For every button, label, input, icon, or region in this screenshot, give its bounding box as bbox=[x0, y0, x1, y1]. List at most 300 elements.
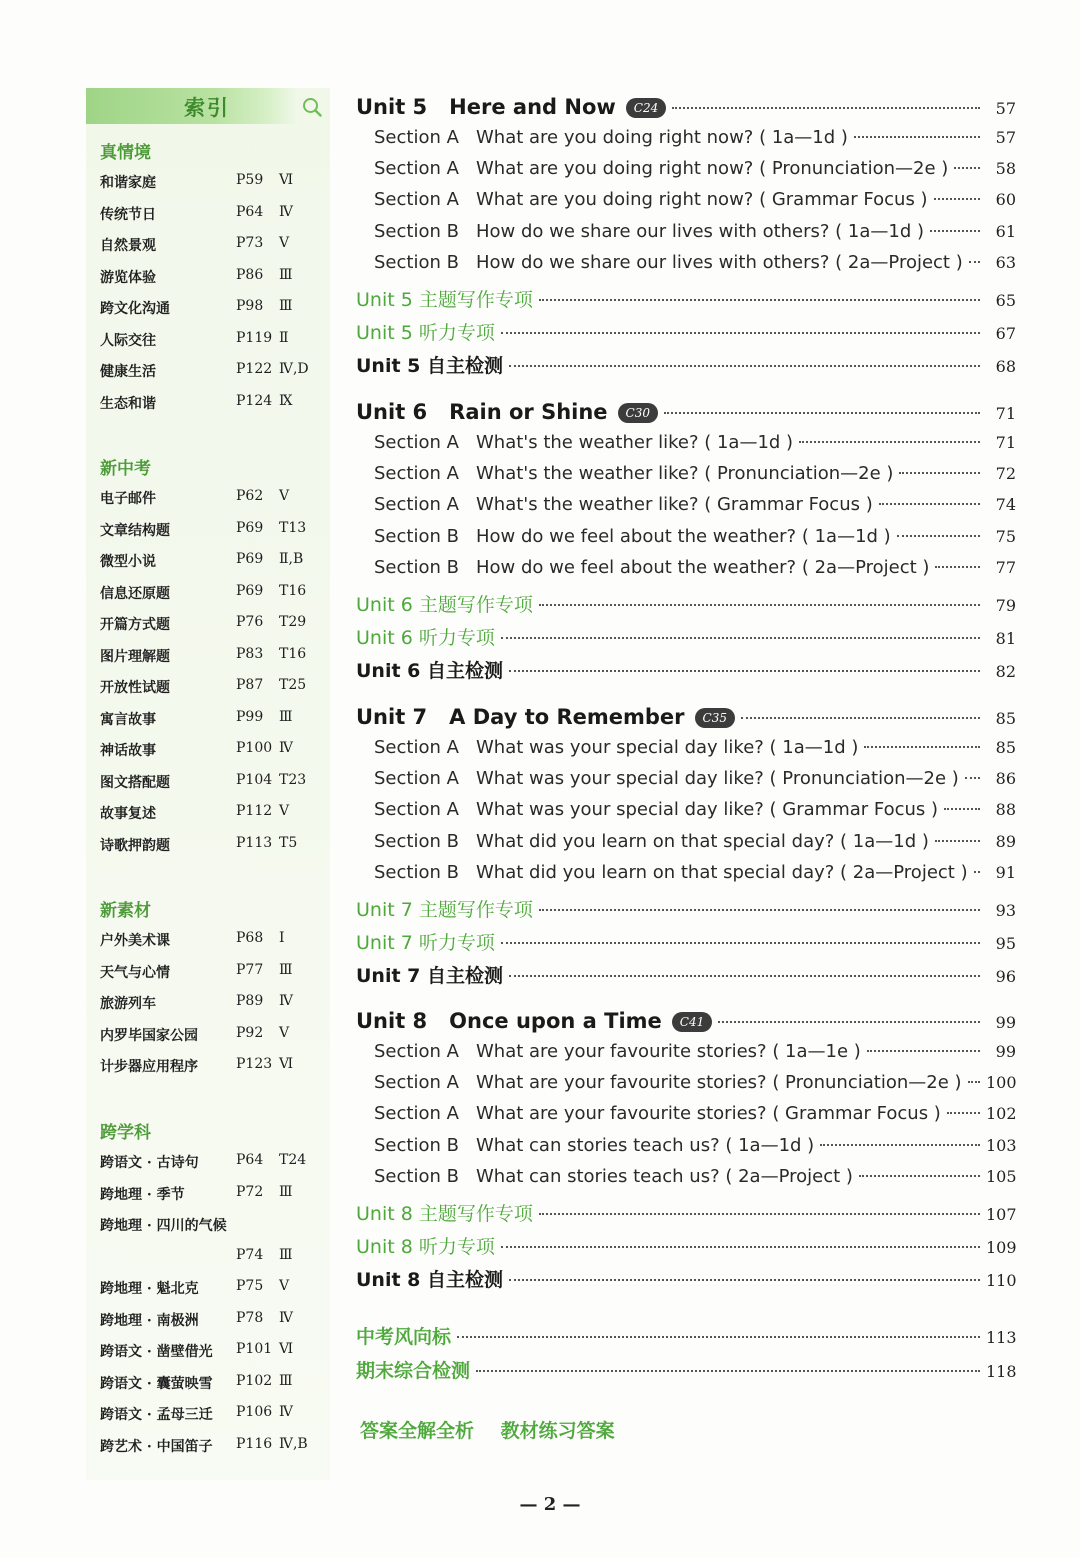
index-item-page: P116 bbox=[236, 1435, 273, 1452]
index-group-title: 新素材 bbox=[100, 901, 151, 921]
index-item-code: Ⅵ bbox=[279, 172, 294, 188]
index-item[interactable] bbox=[100, 930, 330, 954]
section-label: Section B bbox=[374, 861, 459, 883]
index-item-name: 跨地理 · 南极洲 bbox=[100, 1312, 199, 1329]
dot-leader bbox=[969, 261, 980, 263]
section-entry[interactable] bbox=[356, 862, 1016, 892]
section-entry[interactable] bbox=[356, 1041, 1016, 1071]
index-item-page: P89 bbox=[236, 993, 264, 1009]
index-item-page: P124 bbox=[236, 392, 273, 409]
dot-leader bbox=[501, 332, 980, 334]
index-item-name: 自然景观 bbox=[100, 238, 156, 254]
index-item-page: P62 bbox=[236, 488, 264, 504]
section-label: Section A bbox=[374, 158, 459, 180]
writing-entry[interactable] bbox=[356, 1199, 1016, 1229]
index-item-page: P87 bbox=[236, 677, 264, 693]
index-item[interactable] bbox=[100, 298, 330, 322]
dot-leader bbox=[501, 942, 980, 944]
section-label: Section A bbox=[374, 127, 459, 148]
dot-leader bbox=[854, 136, 980, 138]
page-ref: 67 bbox=[995, 324, 1016, 343]
section-label: Section A bbox=[374, 768, 459, 790]
dot-leader bbox=[864, 746, 980, 748]
index-item-page: P112 bbox=[236, 803, 273, 819]
index-item[interactable] bbox=[100, 583, 330, 607]
extra-entry[interactable] bbox=[356, 1322, 1016, 1352]
index-item-code: Ⅱ,B bbox=[279, 551, 304, 567]
index-item-name: 跨语文 · 古诗句 bbox=[100, 1155, 199, 1171]
index-sidebar bbox=[86, 88, 330, 1480]
index-item-name: 跨艺术 · 中国笛子 bbox=[100, 1438, 213, 1455]
index-item-code: Ⅲ bbox=[279, 708, 293, 725]
self-test-title: Unit 6 自主检测 bbox=[356, 660, 503, 682]
index-item-page: P122 bbox=[236, 361, 273, 377]
index-item-code: Ⅳ bbox=[279, 203, 293, 220]
page-ref: 75 bbox=[995, 526, 1016, 546]
index-item-code: Ⅲ bbox=[279, 1183, 293, 1200]
listening-title: Unit 8 听力专项 bbox=[356, 1236, 495, 1258]
dot-leader bbox=[968, 1081, 980, 1083]
page-ref: 95 bbox=[995, 934, 1016, 953]
index-item-name: 跨地理 · 魁北克 bbox=[100, 1281, 199, 1297]
index-item-name: 故事复述 bbox=[100, 806, 156, 822]
index-item-code: T5 bbox=[279, 834, 298, 851]
dot-leader bbox=[539, 1213, 980, 1215]
dot-leader bbox=[539, 604, 980, 606]
section-title: What can stories teach us? ( 2a—Project ) bbox=[476, 1165, 853, 1187]
unit-badge: C41 bbox=[672, 1012, 712, 1032]
dot-leader bbox=[930, 230, 980, 232]
index-item-name: 传统节日 bbox=[100, 206, 156, 223]
section-label: Section B bbox=[374, 830, 459, 852]
writing-title: Unit 5 主题写作专项 bbox=[356, 289, 533, 311]
section-title: What are your favourite stories? ( 1a—1e ) bbox=[476, 1041, 861, 1062]
page-ref: 113 bbox=[986, 1328, 1017, 1347]
section-title: What's the weather like? ( Grammar Focus ) bbox=[476, 494, 873, 516]
dot-leader bbox=[867, 1050, 980, 1052]
self-test-title: Unit 5 自主检测 bbox=[356, 355, 503, 377]
section-label: Section B bbox=[374, 251, 459, 273]
index-item-name: 户外美术课 bbox=[100, 933, 170, 949]
index-item-page: P74 bbox=[236, 1246, 264, 1263]
page-ref: 93 bbox=[995, 901, 1016, 920]
page-ref: 103 bbox=[986, 1135, 1017, 1155]
index-item-code: T16 bbox=[279, 645, 307, 662]
self-test-title: Unit 8 自主检测 bbox=[356, 1269, 503, 1291]
index-item-code: Ⅳ bbox=[279, 1309, 293, 1326]
index-item[interactable] bbox=[100, 520, 330, 544]
section-label: Section B bbox=[374, 525, 459, 547]
page-ref: 118 bbox=[986, 1362, 1017, 1381]
unit-badge: C24 bbox=[626, 98, 666, 118]
page-ref: 85 bbox=[995, 738, 1016, 757]
dot-leader bbox=[664, 412, 980, 414]
index-item-code: Ⅴ bbox=[279, 803, 290, 819]
index-item[interactable] bbox=[100, 1247, 330, 1271]
index-item-name: 生态和谐 bbox=[100, 395, 156, 412]
dot-leader bbox=[476, 1370, 980, 1372]
dot-leader bbox=[947, 1112, 980, 1114]
extra-title: 中考风向标 bbox=[356, 1326, 452, 1348]
index-item-name: 信息还原题 bbox=[100, 585, 170, 602]
index-item-page: P69 bbox=[236, 551, 264, 567]
index-item-name: 天气与心情 bbox=[100, 964, 170, 981]
search-icon bbox=[302, 97, 322, 117]
page-ref: 60 bbox=[995, 190, 1016, 210]
dot-leader bbox=[457, 1336, 980, 1338]
section-label: Section B bbox=[374, 1134, 459, 1156]
dot-leader bbox=[934, 198, 980, 200]
index-item-name: 内罗毕国家公园 bbox=[100, 1027, 198, 1044]
index-item[interactable] bbox=[100, 1215, 330, 1239]
page-ref: 91 bbox=[995, 862, 1016, 882]
index-item[interactable] bbox=[100, 835, 330, 859]
page-ref: 58 bbox=[995, 159, 1016, 179]
dot-leader bbox=[899, 472, 980, 474]
writing-entry[interactable] bbox=[356, 285, 1016, 315]
index-item[interactable] bbox=[100, 330, 330, 354]
dot-leader bbox=[509, 365, 980, 367]
section-title: What did you learn on that special day? ( 2a—Project ) bbox=[476, 861, 968, 883]
dot-leader bbox=[509, 975, 980, 977]
index-item[interactable] bbox=[100, 361, 330, 385]
index-group-title: 跨学科 bbox=[100, 1123, 151, 1143]
page-ref: 89 bbox=[995, 831, 1016, 851]
index-item[interactable] bbox=[100, 235, 330, 259]
section-entry[interactable] bbox=[356, 831, 1016, 861]
section-title: What's the weather like? ( Pronunciation—2e ) bbox=[476, 463, 894, 485]
page-ref: 88 bbox=[995, 800, 1016, 820]
index-item[interactable] bbox=[100, 204, 330, 228]
index-item[interactable] bbox=[100, 803, 330, 827]
index-item-page: P119 bbox=[236, 329, 273, 346]
index-item[interactable] bbox=[100, 1404, 330, 1428]
index-item-page: P78 bbox=[236, 1309, 264, 1326]
self-test-entry[interactable] bbox=[356, 961, 1016, 991]
page-ref: 109 bbox=[986, 1238, 1017, 1257]
index-item-name: 人际交往 bbox=[100, 332, 156, 349]
textbook-exercise-answers[interactable]: 教材练习答案 bbox=[500, 1420, 615, 1442]
dot-leader bbox=[935, 566, 980, 568]
page-ref: 99 bbox=[995, 1013, 1016, 1032]
dot-leader bbox=[859, 1175, 980, 1177]
index-item-code: T25 bbox=[279, 677, 307, 693]
index-item-code: Ⅳ bbox=[279, 1404, 293, 1420]
index-item-page: P123 bbox=[236, 1056, 273, 1072]
section-title: How do we share our lives with others? ( 1a—1d ) bbox=[476, 220, 925, 242]
index-item-name: 寓言故事 bbox=[100, 711, 156, 728]
dot-leader bbox=[509, 1279, 980, 1281]
index-item[interactable] bbox=[100, 1310, 330, 1334]
section-entry[interactable] bbox=[356, 799, 1016, 829]
unit-title: Once upon a Time bbox=[449, 1009, 662, 1033]
index-item-name: 开篇方式题 bbox=[100, 617, 170, 633]
page-ref: 85 bbox=[995, 709, 1016, 728]
index-group-title: 真情境 bbox=[100, 143, 151, 163]
unit-label: Unit 6 bbox=[356, 400, 428, 424]
self-test-entry[interactable] bbox=[356, 1265, 1016, 1295]
unit-heading[interactable] bbox=[356, 95, 1016, 125]
page-ref: 105 bbox=[986, 1166, 1017, 1186]
index-item[interactable] bbox=[100, 1056, 330, 1080]
answers-full-analysis[interactable]: 答案全解全析 bbox=[360, 1420, 475, 1442]
section-label: Section A bbox=[374, 737, 459, 758]
section-title: What was your special day like? ( Grammar Focus ) bbox=[476, 799, 939, 821]
index-item-page: P77 bbox=[236, 961, 264, 978]
page-ref: 63 bbox=[995, 252, 1016, 272]
section-title: What are you doing right now? ( Pronunciation—2e ) bbox=[476, 158, 949, 180]
unit-badge: C30 bbox=[618, 403, 658, 423]
page-ref: 82 bbox=[995, 662, 1016, 681]
dot-leader bbox=[944, 808, 980, 810]
index-item-name: 计步器应用程序 bbox=[100, 1059, 198, 1075]
page-ref: 71 bbox=[995, 404, 1016, 423]
index-item[interactable] bbox=[100, 709, 330, 733]
index-item-page: P99 bbox=[236, 708, 264, 725]
dot-leader bbox=[897, 535, 980, 537]
index-item-code: Ⅴ bbox=[279, 1024, 290, 1041]
page-ref: 68 bbox=[995, 357, 1016, 376]
section-entry[interactable] bbox=[356, 1166, 1016, 1196]
index-item-name: 和谐家庭 bbox=[100, 175, 156, 191]
index-item-code: Ⅴ bbox=[279, 1278, 290, 1294]
index-item-page: P101 bbox=[236, 1341, 273, 1357]
section-entry[interactable] bbox=[356, 768, 1016, 798]
dot-leader bbox=[935, 840, 980, 842]
listening-entry[interactable] bbox=[356, 928, 1016, 958]
unit-heading[interactable] bbox=[356, 1009, 1016, 1039]
index-item-code: T23 bbox=[279, 771, 307, 788]
index-item-page: P69 bbox=[236, 519, 264, 536]
index-item-name: 神话故事 bbox=[100, 743, 156, 759]
index-item-name: 跨地理 · 季节 bbox=[100, 1186, 185, 1203]
index-item[interactable] bbox=[100, 1341, 330, 1365]
page-ref: 77 bbox=[995, 557, 1016, 577]
index-item-name: 跨文化沟通 bbox=[100, 301, 170, 317]
index-item[interactable] bbox=[100, 551, 330, 575]
unit-title: Rain or Shine bbox=[449, 400, 608, 424]
dot-leader bbox=[672, 107, 980, 109]
section-label: Section A bbox=[374, 494, 459, 516]
section-entry[interactable] bbox=[356, 158, 1016, 188]
index-item[interactable] bbox=[100, 772, 330, 796]
index-item-page: P69 bbox=[236, 582, 264, 599]
dot-leader bbox=[954, 167, 980, 169]
listening-title: Unit 5 听力专项 bbox=[356, 322, 495, 344]
section-entry[interactable] bbox=[356, 432, 1016, 462]
index-item-name: 图片理解题 bbox=[100, 648, 170, 665]
index-item-code: Ⅵ bbox=[279, 1056, 294, 1072]
section-title: What's the weather like? ( 1a—1d ) bbox=[476, 432, 794, 453]
index-item-page: P59 bbox=[236, 172, 264, 188]
index-item-name: 电子邮件 bbox=[100, 491, 156, 507]
index-group-title: 新中考 bbox=[100, 459, 151, 479]
section-entry[interactable] bbox=[356, 252, 1016, 282]
index-item-name: 游览体验 bbox=[100, 269, 156, 286]
page-ref: 72 bbox=[995, 464, 1016, 484]
section-entry[interactable] bbox=[356, 1072, 1016, 1102]
section-entry[interactable] bbox=[356, 463, 1016, 493]
index-item-page: P64 bbox=[236, 203, 264, 220]
index-item-name: 健康生活 bbox=[100, 364, 156, 380]
page-ref: 57 bbox=[995, 128, 1016, 147]
unit-label: Unit 8 bbox=[356, 1009, 428, 1033]
index-item-code: T24 bbox=[279, 1152, 307, 1168]
section-entry[interactable] bbox=[356, 1135, 1016, 1165]
page-ref: 99 bbox=[995, 1042, 1016, 1061]
unit-heading[interactable] bbox=[356, 705, 1016, 735]
index-item-code: Ⅳ,D bbox=[279, 361, 309, 377]
page-ref: 100 bbox=[986, 1073, 1017, 1093]
index-item-code: Ⅴ bbox=[279, 488, 290, 504]
listening-entry[interactable] bbox=[356, 623, 1016, 653]
index-item-code: Ⅴ bbox=[279, 235, 290, 251]
index-item-page: P64 bbox=[236, 1152, 264, 1168]
page-ref: 65 bbox=[995, 291, 1016, 310]
dot-leader bbox=[539, 299, 980, 301]
index-item-code: Ⅲ bbox=[279, 961, 293, 978]
index-item[interactable] bbox=[100, 1025, 330, 1049]
section-entry[interactable] bbox=[356, 526, 1016, 556]
section-title: How do we feel about the weather? ( 2a—Project ) bbox=[476, 556, 930, 578]
section-title: What are your favourite stories? ( Pronunciation—2e ) bbox=[476, 1072, 962, 1094]
section-title: What was your special day like? ( Pronunciation—2e ) bbox=[476, 768, 959, 790]
index-item[interactable] bbox=[100, 993, 330, 1017]
index-item[interactable] bbox=[100, 267, 330, 291]
section-entry[interactable] bbox=[356, 494, 1016, 524]
writing-entry[interactable] bbox=[356, 590, 1016, 620]
self-test-entry[interactable] bbox=[356, 656, 1016, 686]
index-item-page: P106 bbox=[236, 1404, 273, 1420]
index-item-code: Ⅳ,B bbox=[279, 1435, 308, 1452]
section-label: Section A bbox=[374, 1072, 459, 1094]
index-item-code: T29 bbox=[279, 614, 307, 630]
index-item[interactable] bbox=[100, 677, 330, 701]
index-item-name: 文章结构题 bbox=[100, 522, 170, 539]
index-item-page: P72 bbox=[236, 1183, 264, 1200]
dot-leader bbox=[820, 1144, 980, 1146]
index-item-code: Ⅲ bbox=[279, 298, 293, 314]
dot-leader bbox=[539, 909, 980, 911]
unit-label: Unit 5 bbox=[356, 95, 428, 119]
index-item[interactable] bbox=[100, 614, 330, 638]
section-label: Section A bbox=[374, 189, 459, 211]
index-item-page: P98 bbox=[236, 298, 264, 314]
writing-entry[interactable] bbox=[356, 895, 1016, 925]
index-item-name: 微型小说 bbox=[100, 554, 156, 570]
section-entry[interactable] bbox=[356, 189, 1016, 219]
index-item-page: P86 bbox=[236, 266, 264, 283]
index-item-page: P83 bbox=[236, 645, 264, 662]
unit-label: Unit 7 bbox=[356, 705, 428, 729]
section-title: How do we feel about the weather? ( 1a—1d ) bbox=[476, 525, 891, 547]
section-entry[interactable] bbox=[356, 737, 1016, 767]
index-item-page: P68 bbox=[236, 930, 264, 946]
section-title: What are your favourite stories? ( Grammar Focus ) bbox=[476, 1103, 941, 1125]
index-item-name: 跨语文 · 孟母三迁 bbox=[100, 1407, 213, 1423]
index-item-page: P92 bbox=[236, 1024, 264, 1041]
index-item[interactable] bbox=[100, 1184, 330, 1208]
index-item[interactable] bbox=[100, 1278, 330, 1302]
section-label: Section B bbox=[374, 1165, 459, 1187]
unit-title: Here and Now bbox=[449, 95, 616, 119]
page-ref: 86 bbox=[995, 769, 1016, 789]
dot-leader bbox=[501, 1246, 980, 1248]
index-item-code: Ⅱ bbox=[279, 329, 289, 346]
index-header bbox=[86, 88, 298, 124]
index-item-page: P76 bbox=[236, 614, 264, 630]
dot-leader bbox=[879, 503, 980, 505]
unit-badge: C35 bbox=[695, 708, 735, 728]
listening-entry[interactable] bbox=[356, 318, 1016, 348]
index-item-name: 图文搭配题 bbox=[100, 774, 170, 791]
page-ref: 96 bbox=[995, 967, 1016, 986]
listening-entry[interactable] bbox=[356, 1232, 1016, 1262]
index-item[interactable] bbox=[100, 488, 330, 512]
self-test-entry[interactable] bbox=[356, 351, 1016, 381]
index-item[interactable] bbox=[100, 740, 330, 764]
index-item-name: 开放性试题 bbox=[100, 680, 170, 696]
section-title: What was your special day like? ( 1a—1d ) bbox=[476, 737, 859, 758]
page-ref: 71 bbox=[995, 433, 1016, 452]
dot-leader bbox=[974, 871, 980, 873]
index-title: 索引 bbox=[184, 95, 230, 120]
section-title: What are you doing right now? ( Grammar Focus ) bbox=[476, 189, 928, 211]
index-item-name: 跨语文 · 囊萤映雪 bbox=[100, 1375, 213, 1392]
page-ref: 107 bbox=[986, 1205, 1017, 1224]
section-label: Section A bbox=[374, 463, 459, 485]
index-item-name: 跨地理 · 四川的气候 bbox=[100, 1218, 227, 1234]
index-item[interactable] bbox=[100, 172, 330, 196]
index-item[interactable] bbox=[100, 1436, 330, 1460]
section-entry[interactable] bbox=[356, 557, 1016, 587]
section-entry[interactable] bbox=[356, 221, 1016, 251]
index-item-page: P75 bbox=[236, 1278, 264, 1294]
section-title: How do we share our lives with others? ( 2a—Project ) bbox=[476, 251, 963, 273]
listening-title: Unit 6 听力专项 bbox=[356, 627, 495, 649]
index-item[interactable] bbox=[100, 1152, 330, 1176]
section-title: What are you doing right now? ( 1a—1d ) bbox=[476, 127, 848, 148]
page-ref: 61 bbox=[995, 221, 1016, 241]
section-label: Section B bbox=[374, 556, 459, 578]
section-entry[interactable] bbox=[356, 127, 1016, 157]
section-title: What can stories teach us? ( 1a—1d ) bbox=[476, 1134, 815, 1156]
index-item[interactable] bbox=[100, 1373, 330, 1397]
index-item-code: Ⅵ bbox=[279, 1341, 294, 1357]
index-item-code: T13 bbox=[279, 519, 307, 536]
section-label: Section B bbox=[374, 220, 459, 242]
section-label: Section A bbox=[374, 799, 459, 821]
index-item-name: 诗歌押韵题 bbox=[100, 837, 170, 854]
writing-title: Unit 7 主题写作专项 bbox=[356, 899, 533, 921]
index-item-code: Ⅳ bbox=[279, 740, 293, 756]
index-item-page: P73 bbox=[236, 235, 264, 251]
extra-entry[interactable] bbox=[356, 1356, 1016, 1386]
index-item[interactable] bbox=[100, 646, 330, 670]
index-item-code: Ⅲ bbox=[279, 1372, 293, 1389]
section-entry[interactable] bbox=[356, 1103, 1016, 1133]
index-item-code: Ⅲ bbox=[279, 1246, 293, 1263]
dot-leader bbox=[965, 777, 980, 779]
unit-heading[interactable] bbox=[356, 400, 1016, 430]
index-item-page: P113 bbox=[236, 834, 273, 851]
index-item[interactable] bbox=[100, 962, 330, 986]
dot-leader bbox=[718, 1021, 980, 1023]
dot-leader bbox=[799, 441, 980, 443]
answers-line[interactable] bbox=[360, 1416, 615, 1446]
index-item[interactable] bbox=[100, 393, 330, 417]
page-ref: 74 bbox=[995, 495, 1016, 515]
